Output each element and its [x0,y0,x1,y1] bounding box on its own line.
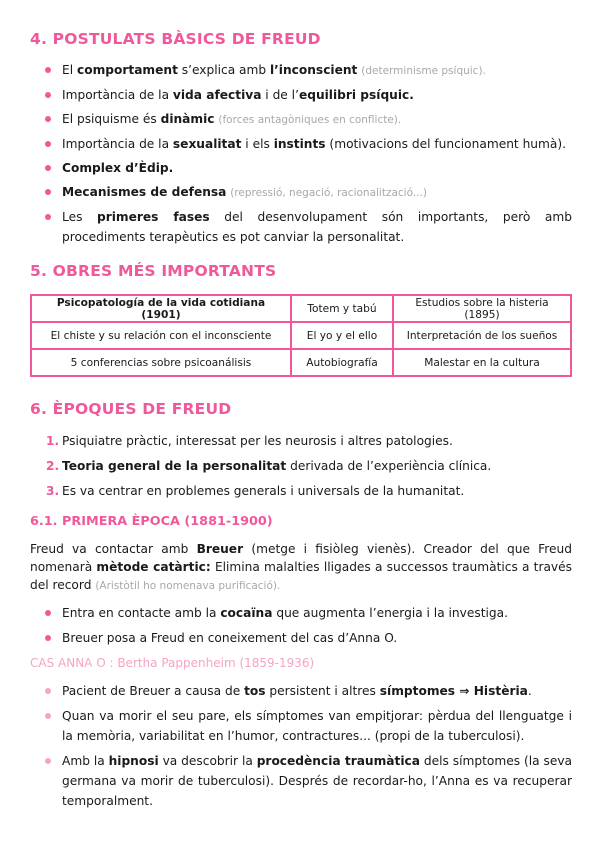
table-cell: Interpretación de los sueños [393,322,571,349]
bullet-icon [45,67,51,73]
paragraph: Freud va contactar amb Breuer (metge i fisiòleg vienès). Creador del que Freud nomenarà mètode catàrtic: Elimina malalties lligades a successos traumàtics a través del record (Aristòtil ho nomenava purificació). [30,542,572,592]
list-item: 3. Es va centrar en problemes generals i universals de la humanitat. [46,484,465,498]
table-cell: Malestar en la cultura [393,349,571,376]
table-cell: Autobiografía [291,349,393,376]
primera-epoca-list [30,603,572,648]
section-obres [30,262,572,377]
list-item: 1. Psiquiatre pràctic, interessat per les neurosis i altres patologies. [46,434,453,448]
anna-list [30,681,572,811]
works-table [30,294,572,377]
bullet-icon [45,688,51,694]
subsection-title: 6.1. PRIMERA ÈPOCA (1881-1900) [30,514,273,529]
bullet-icon [45,165,51,171]
bullet-icon [45,713,51,719]
subsection-title: CAS ANNA O : Bertha Pappenheim (1859-1936) [30,656,315,670]
postulats-list [30,60,572,247]
list-item: Breuer posa a Freud en coneixement del cas d’Anna O. [30,628,572,648]
bullet-icon [45,141,51,147]
table-cell: Estudios sobre la histeria (1895) [393,295,571,322]
section-title: 5. OBRES MÉS IMPORTANTS [30,262,277,280]
bullet-icon [45,214,51,220]
bullet-icon [45,189,51,195]
list-item: Entra en contacte amb la cocaïna que augmenta l’energia i la investiga. [30,603,572,623]
section-title: 4. POSTULATS BÀSICS DE FREUD [30,30,321,48]
list-item: Complex d’Èdip. [30,158,572,178]
list-item: Importància de la sexualitat i els instints (motivacions del funcionament humà). [30,134,572,154]
list-item: Les primeres fases del desenvolupament són importants, però amb procediments terapèutics es pot canviar la personalitat. [30,207,572,247]
epoques-list [30,431,572,501]
bullet-icon [45,758,51,764]
list-item: El psiquisme és dinàmic (forces antagòniques en conflicte). [30,109,572,130]
bullet-icon [45,116,51,122]
list-item: Mecanismes de defensa (repressió, negació, racionalització...) [30,182,572,203]
bullet-icon [45,635,51,641]
section-epoques [30,400,572,501]
section-title: 6. ÈPOQUES DE FREUD [30,400,232,418]
list-item: El comportament s’explica amb l’inconscient (determinisme psíquic). [30,60,572,81]
section-postulats [30,30,572,247]
list-item: Amb la hipnosi va descobrir la procedència traumàtica dels símptomes (la seva germana va morir de tuberculosi). Després de recordar-ho, l’Anna es va recuperar temporalment. [30,751,572,811]
table-cell: Psicopatología de la vida cotidiana (1901) [31,295,291,322]
section-anna-o [30,656,572,811]
section-primera-epoca [30,514,572,648]
table-cell: El yo y el ello [291,322,393,349]
table-row [31,349,571,376]
table-cell: 5 conferencias sobre psicoanálisis [31,349,291,376]
list-item: Pacient de Breuer a causa de tos persistent i altres símptomes ⇒ Histèria. [30,681,572,701]
table-row [31,322,571,349]
bullet-icon [45,92,51,98]
bullet-icon [45,610,51,616]
list-item: Quan va morir el seu pare, els símptomes van empitjorar: pèrdua del llenguatge i la memòria, variabilitat en l’humor, contractures... (propi de la tuberculosi). [30,706,572,746]
table-row [31,295,571,322]
list-item: 2. Teoria general de la personalitat derivada de l’experiència clínica. [46,459,492,473]
table-cell: El chiste y su relación con el inconsciente [31,322,291,349]
table-cell: Totem y tabú [291,295,393,322]
list-item: Importància de la vida afectiva i de l’equilibri psíquic. [30,85,572,105]
